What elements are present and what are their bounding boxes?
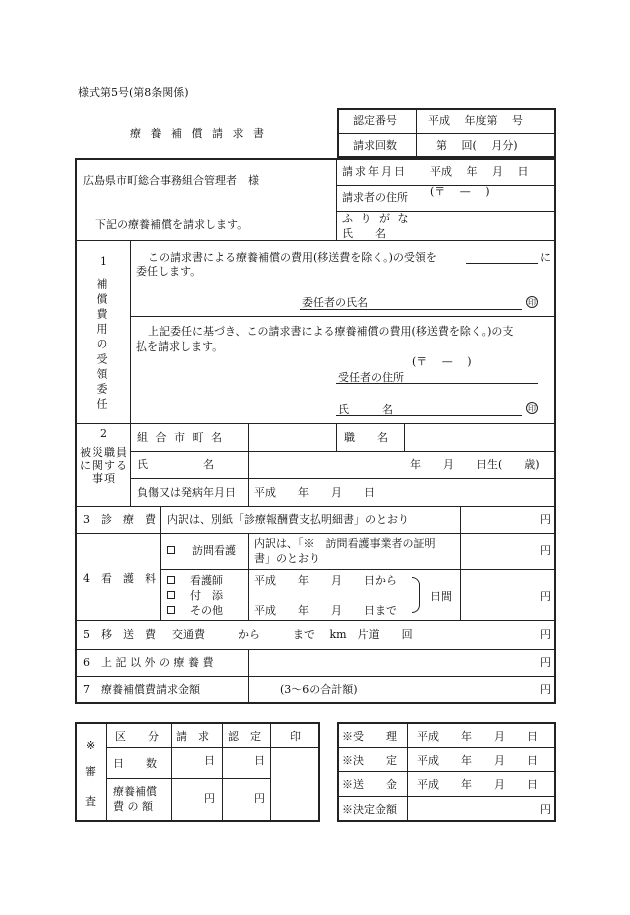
section2-title: 被災職員に関する事項 — [80, 446, 128, 485]
delegator-seal-icon: 印 — [528, 298, 536, 307]
option-attendant: 付 添 — [190, 589, 223, 602]
review-certified-yen[interactable]: 円 — [254, 792, 265, 805]
review-claim-days[interactable]: 日 — [204, 754, 215, 767]
review-col-category: 区 分 — [115, 730, 159, 743]
section7-yen[interactable]: 円 — [540, 683, 551, 696]
visit-detail-line2: 書」のとおり — [254, 552, 320, 565]
review-row-amount-1: 療養補償 — [113, 785, 157, 798]
section5-label: 5 移 送 費 — [83, 628, 156, 641]
period-from-value[interactable]: 平成 年 月 日から — [254, 574, 397, 587]
claim-count-value[interactable]: 第 回( 月分) — [436, 139, 518, 152]
claimant-postal[interactable]: (〒 — ) — [430, 185, 490, 198]
section1-para1-suffix: に — [540, 251, 551, 264]
office-remitted-label: ※送 金 — [342, 778, 397, 791]
injury-date-label: 負傷又は発病年月日 — [137, 486, 236, 499]
position-label: 職 名 — [344, 431, 388, 444]
section1-para2-line1: 上記委任に基づき、この請求書による療養補償の費用(移送費を除く。)の支 — [148, 325, 514, 338]
period-to-value[interactable]: 平成 年 月 日まで — [254, 604, 397, 617]
review-mark: ※ — [86, 739, 96, 752]
section3-label: 3 診 療 費 — [83, 513, 156, 526]
visit-nursing-label: 訪問看護 — [192, 544, 236, 557]
furigana-label: ふ り が な — [342, 212, 411, 225]
review-col-certified: 認 定 — [228, 730, 261, 743]
section1-number: 1 — [100, 255, 107, 268]
delegate-name-field[interactable] — [336, 415, 522, 416]
office-received-label: ※受 理 — [342, 730, 397, 743]
office-amount-yen[interactable]: 円 — [540, 803, 551, 816]
position-field[interactable] — [405, 424, 555, 450]
employee-name-label: 氏 名 — [137, 458, 214, 471]
delegator-name-field[interactable] — [300, 309, 522, 310]
option-nurse: 看護師 — [190, 574, 223, 587]
option-other: その他 — [190, 604, 223, 617]
section5-yen[interactable]: 円 — [540, 628, 551, 641]
claim-date-label: 請求年月日 — [342, 165, 407, 178]
review-col-claim: 請 求 — [176, 730, 209, 743]
section7-label: 7 療養補償費請求金額 — [83, 683, 200, 696]
review-row-days: 日 数 — [113, 757, 157, 770]
nurse-checkbox[interactable] — [167, 576, 175, 584]
delegate-name-label: 氏 名 — [338, 403, 393, 416]
review-row-amount-2: 費 の 額 — [113, 800, 153, 813]
review-title-2: 査 — [85, 795, 96, 808]
delegate-postal[interactable]: (〒 — ) — [412, 355, 472, 368]
section1-para2-line2: 払を請求します。 — [136, 340, 224, 353]
section1-title: 補償費用の受領委任 — [95, 278, 108, 413]
review-certified-days[interactable]: 日 — [254, 754, 265, 767]
cert-number-label: 認定番号 — [353, 114, 397, 127]
review-title-1: 審 — [85, 765, 96, 778]
cert-number-value[interactable]: 平成 年度第 号 — [428, 114, 523, 127]
section2-number: 2 — [100, 427, 107, 440]
section1-para1-line2: 委任します。 — [136, 265, 202, 278]
delegate-seal-icon: 印 — [528, 404, 536, 413]
claimant-address-label: 請求者の住所 — [342, 191, 408, 204]
review-seal-field[interactable] — [271, 748, 319, 821]
office-decided-label: ※決 定 — [342, 754, 397, 767]
claim-date-value[interactable]: 平成 年 月 日 — [430, 165, 529, 178]
section4-label: 4 看 護 料 — [83, 572, 156, 585]
delegator-name-label: 委任者の氏名 — [302, 296, 368, 309]
days-label[interactable]: 日間 — [430, 590, 452, 603]
addressee: 広島県市町総合事務組合管理者 様 — [83, 174, 259, 187]
section7-detail: (3〜6の合計額) — [280, 683, 358, 696]
section6-label: 6 上 記 以 外 の 療 養 費 — [83, 656, 214, 669]
section6-yen[interactable]: 円 — [540, 656, 551, 669]
delegate-address-field[interactable] — [336, 383, 538, 384]
office-received-value[interactable]: 平成 年 月 日 — [417, 730, 538, 743]
office-remitted-value[interactable]: 平成 年 月 日 — [417, 778, 538, 791]
section1-para1-line1: この請求書による療養補償の費用(移送費を除く。)の受領を — [148, 251, 437, 264]
form-title: 療 養 補 償 請 求 書 — [130, 127, 267, 140]
other-checkbox[interactable] — [167, 606, 175, 614]
section3-yen[interactable]: 円 — [540, 513, 551, 526]
section3-detail: 内訳は、別紙「診療報酬費支払明細書」のとおり — [167, 513, 409, 526]
brace-icon — [412, 577, 420, 613]
review-col-seal: 印 — [290, 730, 301, 743]
delegate-address-label: 受任者の住所 — [338, 371, 404, 384]
section4-yen[interactable]: 円 — [540, 590, 551, 603]
visit-yen[interactable]: 円 — [540, 544, 551, 557]
injury-date-value[interactable]: 平成 年 月 日 — [254, 486, 375, 499]
request-text: 下記の療養補償を請求します。 — [95, 218, 249, 231]
municipality-label: 組 合 市 町 名 — [137, 431, 224, 444]
municipality-field[interactable] — [249, 424, 335, 450]
office-amount-label: ※決定金額 — [342, 803, 397, 816]
section5-detail[interactable]: 交通費 から まで km 片道 回 — [172, 628, 413, 641]
review-claim-yen[interactable]: 円 — [204, 792, 215, 805]
form-number: 様式第5号(第8条関係) — [78, 86, 189, 99]
claimant-name-label: 氏 名 — [342, 227, 386, 240]
visit-detail-line1: 内訳は、「※ 訪問看護事業者の証明 — [254, 537, 436, 550]
birth-date-value[interactable]: 年 月 日生( 歳) — [410, 458, 540, 471]
visit-nursing-checkbox[interactable] — [167, 546, 175, 554]
office-decided-value[interactable]: 平成 年 月 日 — [417, 754, 538, 767]
attendant-checkbox[interactable] — [167, 591, 175, 599]
claim-count-label: 請求回数 — [353, 139, 397, 152]
